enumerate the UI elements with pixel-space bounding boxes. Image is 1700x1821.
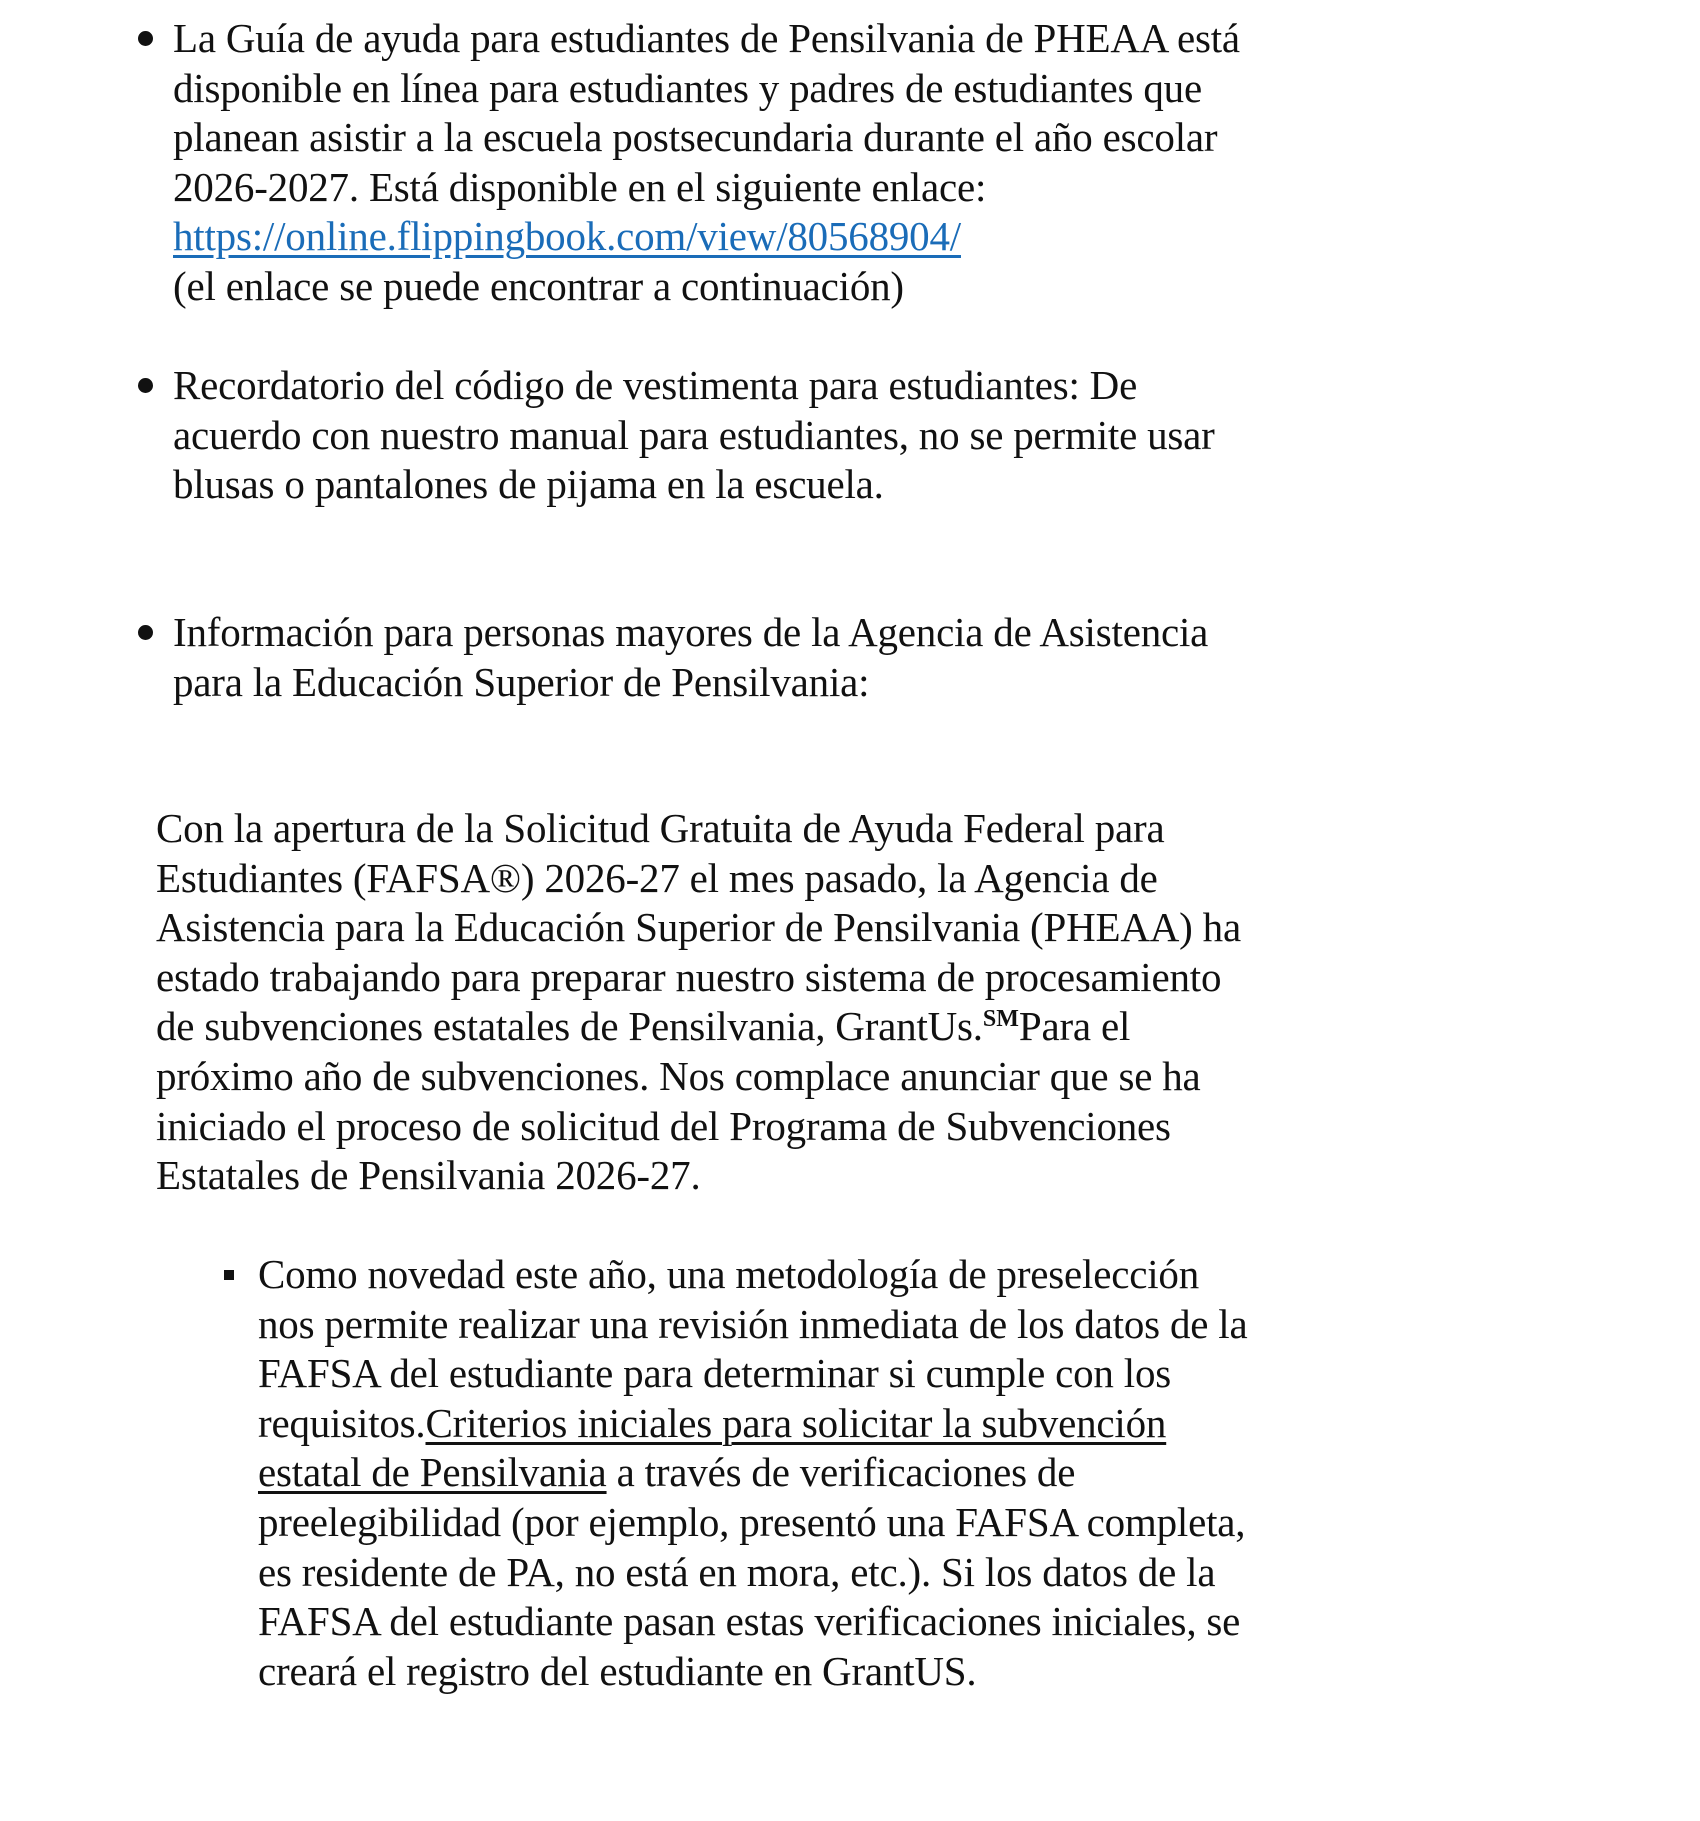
sub-line-5 [258,1448,1598,1498]
paragraph-line-5 [156,1002,1596,1052]
sub-line-9: creará el registro del estudiante en GrantUS. [258,1647,977,1694]
paragraph-line-4: estado trabajando para preparar nuestro sistema de procesamiento [156,953,1222,1000]
bullet-item-seniors-info [173,608,1593,707]
paragraph-line-5-tail: Para el [1018,1003,1131,1050]
paragraph-line-8: Estatales de Pensilvania 2026-27. [156,1152,701,1199]
sub-line-4 [258,1399,1598,1449]
paragraph-line-7: iniciado el proceso de solicitud del Programa de Subvenciones [156,1102,1171,1149]
sub-line-8: FAFSA del estudiante pasan estas verificaciones iniciales, se [258,1598,1241,1645]
bullet-1-after-link: (el enlace se puede encontrar a continuación) [173,262,904,309]
sub-bullet-preselection [258,1250,1598,1696]
paragraph-line-1: Con la apertura de la Solicitud Gratuita de Ayuda Federal para [156,805,1165,851]
bullet-2-line-2: acuerdo con nuestro manual para estudiantes, no se permite usar [173,411,1215,458]
flippingbook-link[interactable]: https://online.flippingbook.com/view/80568904/ [173,213,961,260]
grant-criteria-link[interactable]: Criterios iniciales para solicitar la subvención [425,1399,1167,1446]
sub-line-3: FAFSA del estudiante para determinar si cumple con los [258,1350,1172,1397]
grant-criteria-link-continued[interactable]: estatal de Pensilvania [258,1449,607,1496]
bullet-dot-icon [138,378,153,393]
bullet-1-line-3: planean asistir a la escuela postsecundaria durante el año escolar [173,114,1218,161]
square-bullet-icon [224,1270,234,1280]
paragraph-line-5-text: de subvenciones estatales de Pensilvania, GrantUs. [156,1003,983,1050]
bullet-item-pheaa-guide [173,14,1593,312]
sub-line-6: preelegibilidad (por ejemplo, presentó una FAFSA completa, [258,1498,1246,1545]
bullet-dot-icon [138,625,153,640]
bullet-item-dress-code [173,361,1593,510]
sub-line-4-text: requisitos. [258,1399,426,1446]
bullet-2-line-3: blusas o pantalones de pijama en la escuela. [173,461,884,508]
sub-line-7: es residente de PA, no está en mora, etc.). Si los datos de la [258,1548,1216,1595]
bullet-1-line-4: 2026-2027. Está disponible en el siguiente enlace: [173,163,987,210]
paragraph-line-6: próximo año de subvenciones. Nos complace anunciar que se ha [156,1052,1201,1099]
bullet-2-line-1: Recordatorio del código de vestimenta para estudiantes: De [173,362,1138,408]
bullet-3-line-1: Información para personas mayores de la Agencia de Asistencia [173,609,1209,655]
service-mark: SM [982,1006,1019,1033]
bullet-dot-icon [138,31,153,46]
bullet-1-line-2: disponible en línea para estudiantes y padres de estudiantes que [173,64,1202,111]
sub-line-5-tail: a través de verificaciones de [606,1449,1076,1496]
sub-line-2: nos permite realizar una revisión inmediata de los datos de la [258,1300,1248,1347]
bullet-3-line-2: para la Educación Superior de Pensilvania: [173,658,870,705]
paragraph-line-2: Estudiantes (FAFSA®) 2026-27 el mes pasado, la Agencia de [156,854,1158,901]
fafsa-grant-paragraph [156,804,1596,1201]
bullet-1-line-1: La Guía de ayuda para estudiantes de Pensilvania de PHEAA está [173,15,1240,61]
paragraph-line-3: Asistencia para la Educación Superior de Pensilvania (PHEAA) ha [156,904,1241,951]
sub-line-1: Como novedad este año, una metodología de preselección [258,1251,1200,1297]
